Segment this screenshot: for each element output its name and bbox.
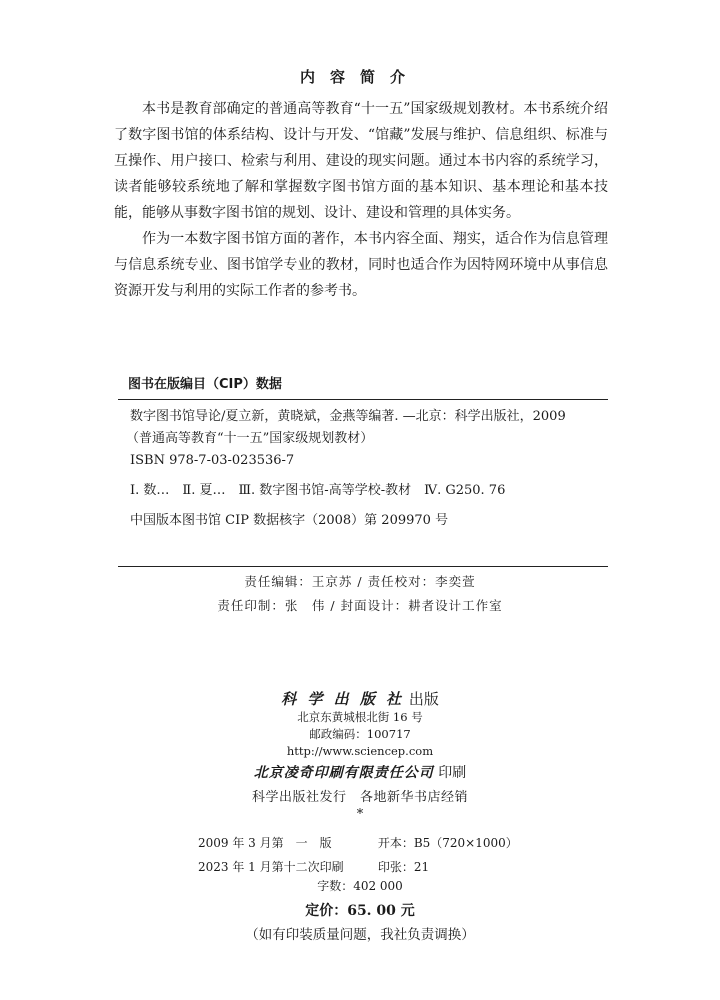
credits-editors: 责任编辑：王京苏 / 责任校对：李奕萱 (244, 574, 476, 589)
edition-info (198, 831, 518, 879)
credits-production: 责任印制：张 伟 / 封面设计：耕者设计工作室 (217, 598, 503, 613)
intro-paragraph: 作为一本数字图书馆方面的著作，本书内容全面、翔实，适合作为信息管理与信息系统专业、图书馆学专业的教材，同时也适合作为因特网环境中从事信息资源开发与利用的实际工作者的参考书。 (114, 231, 608, 299)
cip-series: （普通高等教育“十一五”国家级规划教材） (126, 431, 374, 446)
book-format: 开本：B5（720×1000） (377, 836, 518, 850)
intro-paragraph: 本书是教育部确定的普通高等教育“十一五”国家级规划教材。本书系统介绍了数字图书馆的体系结构、设计与开发、“馆藏”发展与维护、信息组织、标准与互操作、用户接口、检索与利用、建设的现实问题。通过本书内容的系统学习，读者能够较系统地了解和掌握数字图书馆方面的基本知识、基本理论和基本技能，能够从事数字图书馆的规划、设计、建设和管理的具体实务。 (114, 101, 608, 221)
publisher-line (0, 688, 720, 709)
publication-info (0, 688, 720, 822)
printer-name: 北京凌奇印刷有限责任公司 (253, 765, 434, 781)
cip-block (118, 406, 608, 532)
quality-notice: （如有印装质量问题，我社负责调换） (245, 927, 475, 943)
cip-classification: Ⅰ. 数… Ⅱ. 夏… Ⅲ. 数字图书馆-高等学校-教材 Ⅳ. G250. 76 (130, 483, 506, 498)
intro-title: 内容简介 (299, 68, 420, 86)
publisher-address: 北京东黄城根北街 16 号 (297, 710, 423, 724)
intro-body (114, 96, 608, 304)
cip-heading: 图书在版编目（CIP）数据 (128, 377, 282, 392)
cip-bottom-rule (118, 566, 608, 567)
publisher-name: 科 学 出 版 社 (281, 690, 405, 708)
edition-row (198, 855, 518, 879)
reprint-info: 2023 年 1 月第十二次印刷 (198, 860, 344, 874)
cip-number: 中国版本图书馆 CIP 数据核字（2008）第 209970 号 (130, 513, 449, 528)
publisher-postcode: 邮政编码：100717 (309, 727, 411, 741)
word-count: 字数：402 000 (317, 879, 403, 893)
edition-row (198, 831, 518, 855)
printed-sheets: 印张：21 (377, 860, 430, 874)
distribution-line: 科学出版社发行 各地新华书店经销 (251, 790, 468, 805)
publisher-website: http://www.sciencep.com (286, 744, 434, 758)
publisher-suffix: 出版 (408, 690, 439, 708)
first-edition: 2009 年 3 月第 一 版 (198, 836, 332, 850)
cip-isbn: ISBN 978-7-03-023536-7 (130, 453, 295, 468)
price: 定价：65. 00 元 (305, 903, 415, 919)
printer-suffix: 印刷 (438, 765, 467, 781)
separator-star: * (356, 807, 364, 822)
cip-main-entry: 数字图书馆导论/夏立新，黄晓斌，金燕等编著. —北京：科学出版社，2009 (130, 409, 566, 424)
printer-line (0, 762, 720, 782)
credits (0, 570, 720, 618)
cip-top-rule (118, 399, 608, 400)
